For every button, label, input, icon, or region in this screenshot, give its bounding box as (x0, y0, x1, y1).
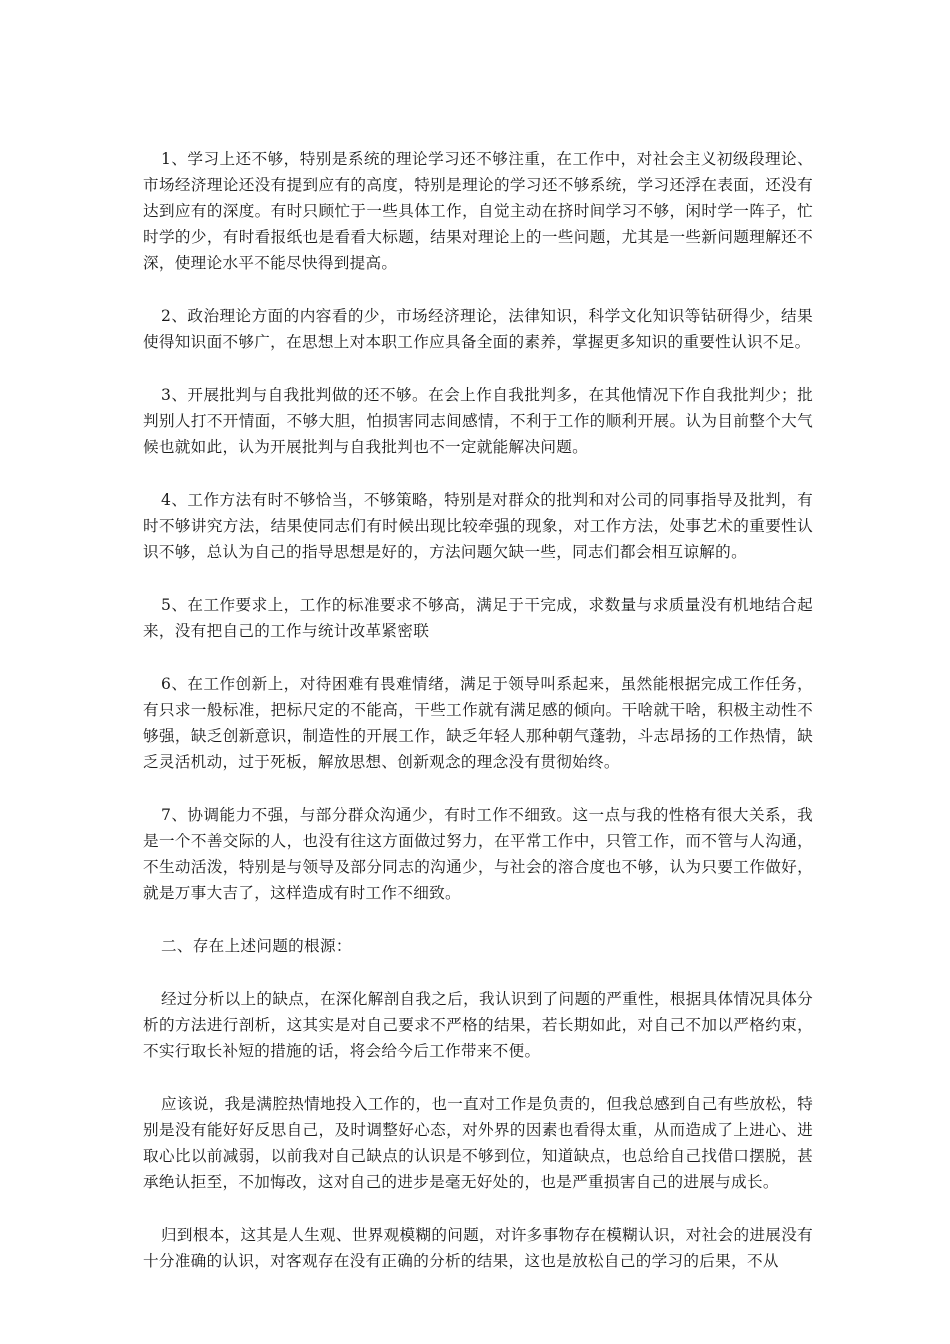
paragraph-analysis: 经过分析以上的缺点，在深化解剖自我之后，我认识到了问题的严重性，根据具体情况具体分析的方法进行剖析，这其实是对自己要求不严格的结果，若长期如此，对自己不加以严格约束，不实行取长补短的措施的话，将会给今后工作带来不便。 (143, 990, 813, 1060)
paragraph-1: 1、学习上还不够，特别是系统的理论学习还不够注重，在工作中，对社会主义初级段理论、市场经济理论还没有提到应有的高度，特别是理论的学习还不够系统，学习还浮在表面，还没有达到应有的深度。有时只顾忙于一些具体工作，自觉主动在挤时间学习不够，闲时学一阵子，忙时学的少，有时看报纸也是看看大标题，结果对理论上的一些问题，尤其是一些新问题理解还不深，使理论水平不能尽快得到提高。 (143, 150, 813, 272)
paragraph-5: 5、在工作要求上，工作的标准要求不够高，满足于干完成，求数量与求质量没有机地结合起来，没有把自己的工作与统计改革紧密联 (143, 596, 813, 640)
paragraph-2: 2、政治理论方面的内容看的少，市场经济理论，法律知识，科学文化知识等钻研得少，结果使得知识面不够广，在思想上对本职工作应具备全面的素养，掌握更多知识的重要性认识不足。 (143, 307, 813, 351)
paragraph-4: 4、工作方法有时不够恰当，不够策略，特别是对群众的批判和对公司的同事指导及批判，有时不够讲究方法，结果使同志们有时候出现比较牵强的现象，对工作方法，处事艺术的重要性认识不够，总认为自己的指导思想是好的，方法问题欠缺一些，同志们都会相互谅解的。 (143, 491, 813, 561)
paragraph-7: 7、协调能力不强，与部分群众沟通少，有时工作不细致。这一点与我的性格有很大关系，我是一个不善交际的人，也没有往这方面做过努力，在平常工作中，只管工作，而不管与人沟通，不生动活泼，特别是与领导及部分同志的沟通少，与社会的溶合度也不够，认为只要工作做好，就是万事大吉了，这样造成有时工作不细致。 (143, 806, 813, 902)
section-heading-root-causes: 二、存在上述问题的根源： (161, 937, 352, 955)
paragraph-3: 3、开展批判与自我批判做的还不够。在会上作自我批判多，在其他情况下作自我批判少；批判别人打不开情面，不够大胆，怕损害同志间感情，不利于工作的顺利开展。认为目前整个大气候也就如此，认为开展批判与自我批判也不一定就能解决问题。 (143, 386, 813, 456)
paragraph-6: 6、在工作创新上，对待困难有畏难情绪，满足于领导叫系起来，虽然能根据完成工作任务，有只求一般标准，把标尺定的不能高，干些工作就有满足感的倾向。干啥就干啥，积极主动性不够强，缺乏创新意识，制造性的开展工作，缺乏年轻人那种朝气蓬勃，斗志昂扬的工作热情，缺乏灵活机动，过于死板，解放思想、创新观念的理念没有贯彻始终。 (143, 675, 813, 771)
paragraph-reflection: 应该说，我是满腔热情地投入工作的，也一直对工作是负责的，但我总感到自己有些放松，特别是没有能好好反思自己，及时调整好心态，对外界的因素也看得太重，从而造成了上进心、进取心比以前减弱，以前我对自己缺点的认识是不够到位，知道缺点，也总给自己找借口摆脱，甚承绝认拒至，不加悔改，这对自己的进步是毫无好处的，也是严重损害自己的进展与成长。 (143, 1095, 813, 1191)
paragraph-root-cause: 归到根本，这其是人生观、世界观模糊的问题，对许多事物存在模糊认识，对社会的进展没有十分准确的认识，对客观存在没有正确的分析的结果，这也是放松自己的学习的后果，不从 (143, 1226, 813, 1270)
document-page (143, 146, 813, 1274)
